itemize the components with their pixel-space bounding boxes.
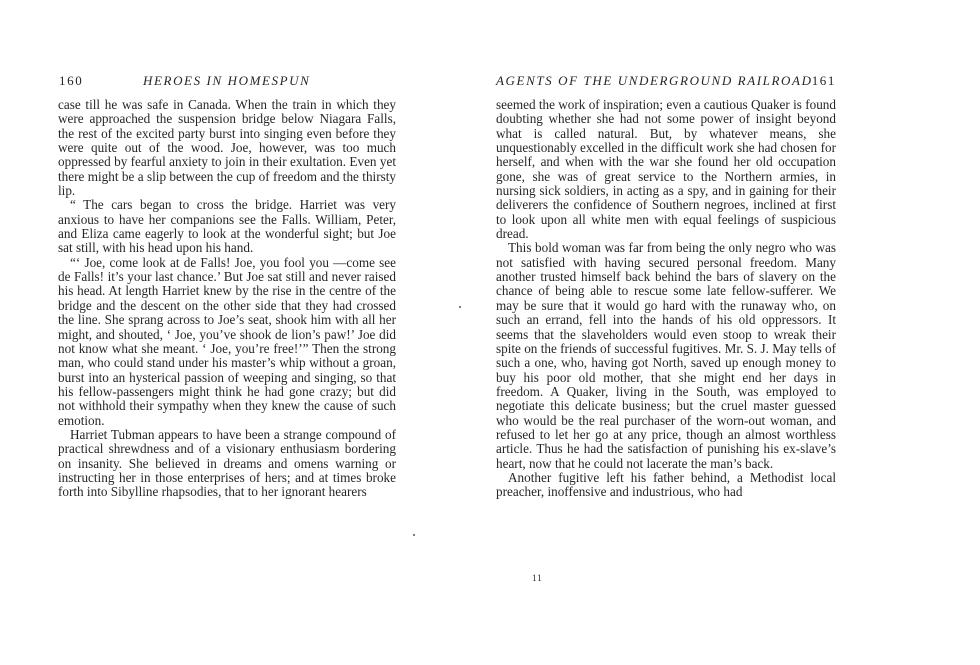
right-paragraph-3: Another fugitive left his father behind, a Methodist local preacher, inoffensive and industrious, who had: [496, 469, 836, 500]
signature-mark: 11: [532, 573, 543, 583]
right-page-number: 161: [811, 73, 836, 88]
right-text-block: [496, 98, 836, 500]
left-paragraph-1: case till he was safe in Canada. When the train in which they were approached the suspension bridge below Niagara Falls, the rest of the excited party burst into singing even before they were quite out of the wood. Joe, however, was too much oppressed by fearful anxiety to join in their exultation. Even yet there might be a slip between the cup of freedom and the thirsty lip.: [58, 97, 396, 199]
left-paragraph-2: “ The cars began to cross the bridge. Harriet was very anxious to have her companions see the Falls. William, Peter, and Eliza came eagerly to look at the wonderful sight; but Joe sat still, with his head upon his hand.: [58, 197, 396, 256]
left-page: [0, 0, 480, 665]
left-paragraph-3: “‘ Joe, come look at de Falls! Joe, you fool you —come see de Falls! it’s your last chance.’ But Joe sat still and never raised his head. At length Harriet knew by the rise in the centre of the bridge and the descent on the other side that they had crossed the line. She sprang across to Joe’s seat, shook him with all her might, and shouted, ‘ Joe, you’ve shook de lion’s paw!’ Joe did not know what she meant. ‘ Joe, you’re free!’” Then the strong man, who could stand under his master’s whip without a groan, burst into an hysterical passion of weeping and singing, so that his fellow-passengers might think he had gone crazy; but did not withhold their sympathy when they knew the cause of such emotion.: [58, 254, 396, 428]
right-paragraph-1: seemed the work of inspiration; even a cautious Quaker is found doubting whether she had not some power of insight beyond what is called natural. But, by whatever means, she unquestionably excelled in the difficult work she had chosen for herself, and when with the war she found her old occupation gone, she was of great service to the Northern armies, in nursing sick soldiers, in acting as a spy, and in gaining for their deliverers the confidence of Southern negroes, inclined at first to look upon all white men with equal feelings of suspicious dread.: [496, 97, 836, 242]
left-page-number: 160: [59, 73, 84, 88]
left-paragraph-4: Harriet Tubman appears to have been a strange compound of practical shrewdness and of a visionary enthusiasm bordering on insanity. She believed in dreams and omens warning or instructing her in those enterprises of hers; and at times broke forth into Sibylline rhapsodies, that to her ignorant hearers: [58, 426, 396, 500]
left-text-block: [58, 98, 396, 500]
left-running-title: HEROES IN HOMESPUN: [143, 73, 311, 88]
print-speck: [413, 534, 415, 536]
right-page: [480, 0, 980, 665]
print-speck: [459, 306, 461, 308]
right-running-title: AGENTS OF THE UNDERGROUND RAILROAD: [496, 73, 813, 88]
right-paragraph-2: This bold woman was far from being the only negro who was not satisfied with having secured personal freedom. Many another trusted himself back behind the bars of slavery on the chance of being able to rescue some late fellow-sufferer. We may be sure that it would go hard with the runaway who, on such an errand, fell into the hands of his old oppressors. It seems that the slaveholders would even stoop to wreak their spite on the friends of successful fugitives. Mr. S. J. May tells of such a one, who, having got North, saved up enough money to buy his poor old mother, that she might end her days in freedom. A Quaker, living in the South, was employed to negotiate this delicate business; but the cruel master guessed who would be the real purchaser of the worn-out woman, and refused to let her go at any price, though an almost worthless article. Thus he had the satisfaction of punishing his ex-slave’s heart, now that he could not lacerate the man’s back.: [496, 240, 836, 471]
